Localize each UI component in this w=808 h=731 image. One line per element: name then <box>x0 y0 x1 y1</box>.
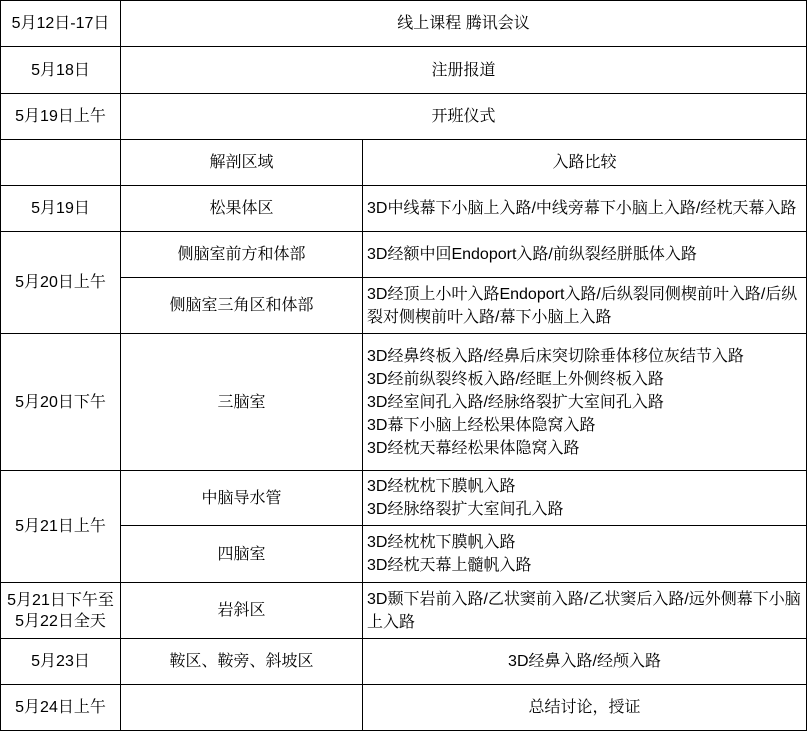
region-cell: 侧脑室前方和体部 <box>121 232 363 278</box>
approach-cell <box>363 334 807 471</box>
date-cell: 5月19日上午 <box>1 94 121 140</box>
date-cell: 5月18日 <box>1 47 121 94</box>
content-cell: 开班仪式 <box>121 94 807 140</box>
region-cell: 松果体区 <box>121 186 363 232</box>
empty-header-cell <box>1 140 121 186</box>
date-line: 5月21日上午 <box>15 518 106 535</box>
approach-cell <box>363 278 807 334</box>
region-cell: 四脑室 <box>121 526 363 583</box>
date-line: 5月20日下午 <box>15 393 106 411</box>
region-cell: 侧脑室三角区和体部 <box>121 278 363 334</box>
approach-line: 3D经枕枕下膜帆入路 <box>367 478 516 495</box>
region-cell: 岩斜区 <box>121 583 363 639</box>
content-cell: 注册报道 <box>121 47 807 94</box>
date-cell <box>1 334 121 471</box>
approach-cell <box>363 583 807 639</box>
approach-line: 总结讨论，授证 <box>528 699 641 716</box>
date-cell <box>1 471 121 583</box>
date-cell <box>1 583 121 639</box>
empty-region-cell <box>121 685 363 731</box>
date-cell <box>1 685 121 731</box>
content-cell: 线上课程 腾讯会议 <box>121 1 807 47</box>
approach-line: 3D幕下小脑上经松果体隐窝入路 <box>367 416 596 434</box>
approach-cell <box>363 186 807 232</box>
approach-cell <box>363 685 807 731</box>
approach-line: 3D经鼻终板入路/经鼻后床突切除垂体移位灰结节入路 <box>367 347 744 365</box>
date-cell <box>1 232 121 334</box>
date-line: 5月24日上午 <box>15 699 106 716</box>
approach-line: 3D经脉络裂扩大室间孔入路 <box>367 501 564 518</box>
region-cell: 中脑导水管 <box>121 471 363 526</box>
approach-cell <box>363 526 807 583</box>
approach-line: 3D经枕天幕上髓帆入路 <box>367 557 532 574</box>
date-cell: 5月12日-17日 <box>1 1 121 47</box>
approach-cell <box>363 471 807 526</box>
approach-header: 入路比较 <box>363 140 807 186</box>
region-cell: 鞍区、鞍旁、斜坡区 <box>121 639 363 685</box>
date-line: 5月22日全天 <box>15 612 106 630</box>
region-header: 解剖区域 <box>121 140 363 186</box>
date-line: 5月20日上午 <box>15 274 106 291</box>
approach-line: 3D中线幕下小脑上入路/中线旁幕下小脑上入路/经枕天幕入路 <box>367 200 797 217</box>
approach-cell <box>363 639 807 685</box>
date-line: 5月23日 <box>31 653 90 670</box>
approach-line: 3D经鼻入路/经颅入路 <box>508 653 661 670</box>
date-cell <box>1 186 121 232</box>
approach-line: 3D经前纵裂终板入路/经眶上外侧终板入路 <box>367 370 664 388</box>
date-cell <box>1 639 121 685</box>
date-line: 5月19日 <box>31 200 90 217</box>
approach-line: 3D经枕天幕经松果体隐窝入路 <box>367 439 580 457</box>
approach-line: 3D经额中回Endoport入路/前纵裂经胼胝体入路 <box>367 246 697 263</box>
approach-cell <box>363 232 807 278</box>
approach-line: 3D经顶上小叶入路Endoport入路/后纵裂同侧楔前叶入路/后纵裂对侧楔前叶入路/幕下小脑上入路 <box>367 285 798 326</box>
approach-line: 3D经枕枕下膜帆入路 <box>367 534 516 551</box>
date-line: 5月21日下午至 <box>7 591 114 609</box>
region-cell: 三脑室 <box>121 334 363 471</box>
approach-line: 3D经室间孔入路/经脉络裂扩大室间孔入路 <box>367 393 664 411</box>
approach-line: 3D颞下岩前入路/乙状窦前入路/乙状窦后入路/远外侧幕下小脑上入路 <box>367 590 801 631</box>
